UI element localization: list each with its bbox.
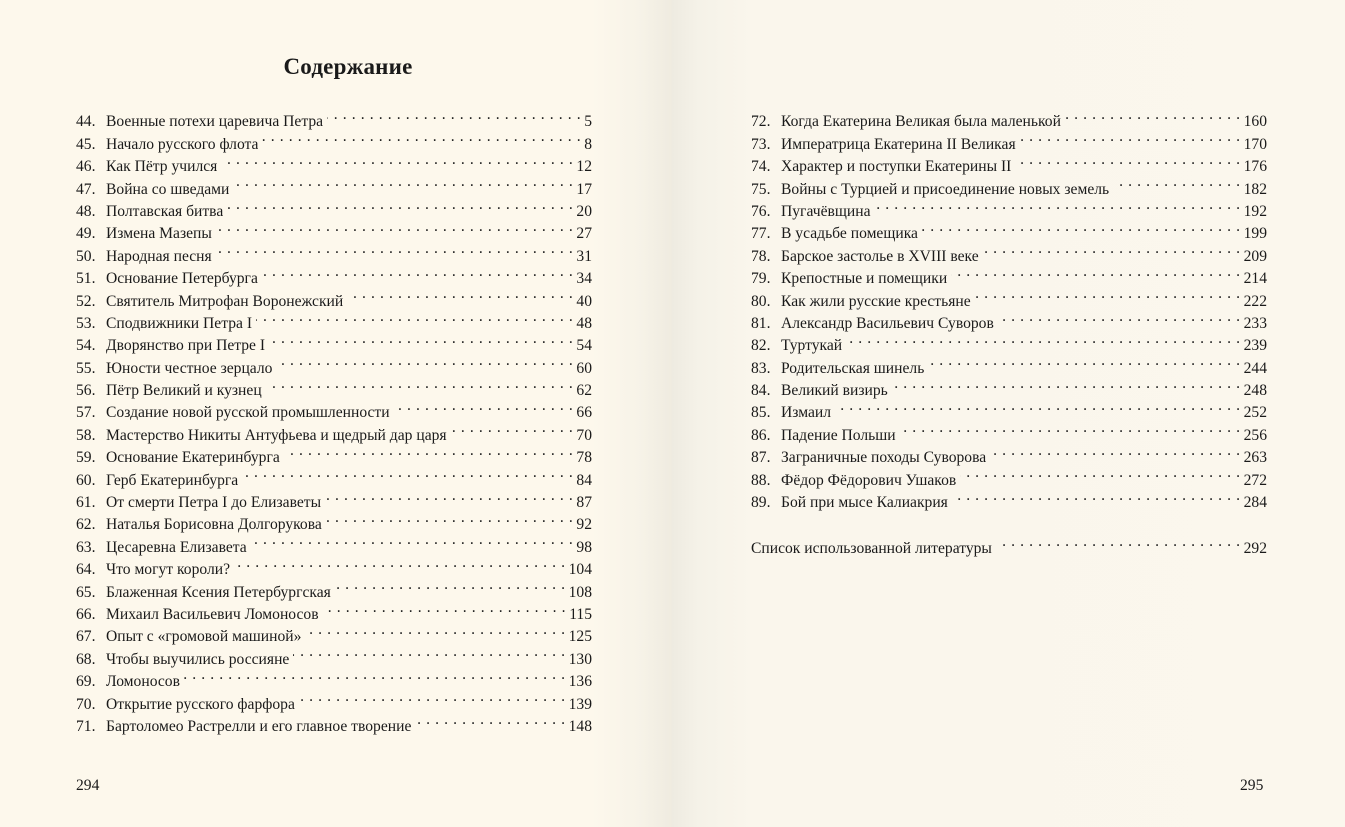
toc-entry-number: 58. <box>76 426 96 444</box>
toc-entry-number: 84. <box>751 382 771 400</box>
toc-entry-number: 72. <box>751 113 771 131</box>
toc-entry-title: Михаил Васильевич Ломоносов <box>106 605 319 623</box>
toc-entry-title: Народная песня <box>106 247 212 265</box>
dot-leader <box>975 283 1241 305</box>
dot-leader <box>233 171 573 193</box>
dot-leader <box>996 531 1241 553</box>
toc-entry-page: 256 <box>1243 426 1267 444</box>
toc-entry-page: 233 <box>1243 314 1267 332</box>
dot-leader <box>262 126 581 148</box>
toc-entry-title: Пётр Великий и кузнец <box>106 382 262 400</box>
toc-entry-number: 46. <box>76 158 96 176</box>
dot-leader <box>251 529 574 551</box>
toc-entry-number: 52. <box>76 292 96 310</box>
toc-entry-title: В усадьбе помещика <box>781 225 918 243</box>
toc-entry-page: 48 <box>576 314 592 332</box>
dot-leader <box>415 709 565 731</box>
toc-entry-page: 84 <box>576 471 592 489</box>
page-number-right: 295 <box>1240 777 1264 794</box>
toc-entry-title: Дворянство при Петре I <box>106 337 266 355</box>
toc-entry-number: 73. <box>751 135 771 153</box>
toc-entry-title: Создание новой русской промышленности <box>106 404 390 422</box>
dot-leader <box>284 440 574 462</box>
toc-entry-title: Бартоломео Растрелли и его главное творение <box>106 717 412 735</box>
dot-leader <box>325 485 573 507</box>
toc-entry-title: Основание Петербурга <box>106 270 258 288</box>
toc-entry-title: Основание Екатеринбурга <box>106 449 280 467</box>
dot-leader <box>900 417 1241 439</box>
toc-entry-page: 170 <box>1243 135 1267 153</box>
toc-entry-page: 34 <box>576 270 592 288</box>
toc-entry-number: 57. <box>76 404 96 422</box>
toc-entry-title: Полтавская битва <box>106 202 224 220</box>
toc-entry-number: 82. <box>751 337 771 355</box>
toc-entry-number: 47. <box>76 180 96 198</box>
toc-entry-title: Фёдор Фёдорович Ушаков <box>781 471 957 489</box>
toc-entry-title: Туртукай <box>781 337 843 355</box>
dot-leader <box>875 194 1241 216</box>
dot-leader <box>299 686 566 708</box>
toc-entry-title: Начало русского флота <box>106 135 259 153</box>
dot-leader <box>990 440 1240 462</box>
toc-entry-title: Великий визирь <box>781 382 888 400</box>
toc-entry-page: 248 <box>1243 382 1267 400</box>
toc-entry-page: 148 <box>568 717 592 735</box>
toc-entry-page: 20 <box>576 202 592 220</box>
toc-entry-title: Пугачёвщина <box>781 202 871 220</box>
dot-leader <box>335 574 566 596</box>
dot-leader <box>983 238 1241 260</box>
toc-entry-number: 80. <box>751 292 771 310</box>
dot-leader <box>242 462 573 484</box>
dot-leader <box>998 306 1241 328</box>
dot-leader <box>227 194 573 216</box>
toc-entry-title: Барское застолье в XVIII веке <box>781 247 979 265</box>
toc-entry-title: Юности честное зерцало <box>106 359 273 377</box>
toc-entry-number: 77. <box>751 225 771 243</box>
toc-entry-page: 17 <box>576 180 592 198</box>
toc-entry-title: Сподвижники Петра I <box>106 314 253 332</box>
toc-entry-number: 59. <box>76 449 96 467</box>
toc-entry-title: Список использованной литературы <box>751 540 992 558</box>
dot-leader <box>1113 171 1240 193</box>
toc-entry-title: Как жили русские крестьяне <box>781 292 971 310</box>
toc-entry-number: 68. <box>76 650 96 668</box>
toc-entry-page: 87 <box>576 494 592 512</box>
toc-entry-title: Цесаревна Елизавета <box>106 538 247 556</box>
dot-leader <box>327 104 581 126</box>
dot-leader <box>394 395 574 417</box>
dot-leader <box>326 507 574 529</box>
dot-leader <box>1020 126 1241 148</box>
toc-entry-page: 115 <box>569 605 592 623</box>
toc-entry-title: Войны с Турцией и присоединение новых земель <box>781 180 1110 198</box>
toc-entry-title: Заграничные походы Суворова <box>781 449 987 467</box>
toc-entry-page: 209 <box>1243 247 1267 265</box>
toc-entry-number: 51. <box>76 270 96 288</box>
dot-leader <box>347 283 573 305</box>
dot-leader <box>276 350 573 372</box>
toc-entry-title: Открытие русского фарфора <box>106 695 295 713</box>
toc-entry-page: 54 <box>576 337 592 355</box>
toc-entry-title: Как Пётр учился <box>106 158 218 176</box>
toc-entry-page: 139 <box>568 695 592 713</box>
toc-entry-number: 86. <box>751 426 771 444</box>
dot-leader <box>928 350 1240 372</box>
toc-entry-title: Родительская шинель <box>781 359 925 377</box>
toc-entry-page: 284 <box>1243 494 1267 512</box>
toc-entry-number: 75. <box>751 180 771 198</box>
toc-entry-number: 69. <box>76 673 96 691</box>
dot-leader <box>216 216 574 238</box>
toc-entry-page: 182 <box>1243 180 1267 198</box>
toc-entry-number: 83. <box>751 359 771 377</box>
toc-entry-page: 252 <box>1243 404 1267 422</box>
toc-list-right <box>751 104 1267 512</box>
dot-leader <box>221 149 573 171</box>
dot-leader <box>846 328 1240 350</box>
toc-entry-title: Императрица Екатерина II Великая <box>781 135 1016 153</box>
toc-entry-number: 70. <box>76 695 96 713</box>
dot-leader <box>216 238 574 260</box>
toc-entry-page: 40 <box>576 292 592 310</box>
toc-entry-number: 56. <box>76 382 96 400</box>
toc-entry-number: 54. <box>76 337 96 355</box>
dot-leader <box>269 328 573 350</box>
toc-entry-page: 92 <box>576 516 592 534</box>
dot-leader <box>892 373 1241 395</box>
toc-entry-number: 79. <box>751 270 771 288</box>
toc-entry-page: 199 <box>1243 225 1267 243</box>
toc-entry-page: 292 <box>1243 540 1267 558</box>
toc-entry-title: Бой при мысе Калиакрия <box>781 494 948 512</box>
dot-leader <box>951 261 1240 283</box>
toc-entry-page: 272 <box>1243 471 1267 489</box>
toc-entry-page: 31 <box>576 247 592 265</box>
toc-entry-title: Что могут короли? <box>106 561 231 579</box>
toc-entry-number: 81. <box>751 314 771 332</box>
toc-entry-page: 12 <box>576 158 592 176</box>
toc-entry-page: 239 <box>1243 337 1267 355</box>
toc-entry-title: Святитель Митрофан Воронежский <box>106 292 344 310</box>
dot-leader <box>234 552 566 574</box>
toc-entry-title: Герб Екатеринбурга <box>106 471 239 489</box>
toc-entry-title: Мастерство Никиты Антуфьева и щедрый дар царя <box>106 426 447 444</box>
dot-leader <box>305 619 565 641</box>
toc-entry-page: 98 <box>576 538 592 556</box>
toc-entry[interactable] <box>751 104 1267 131</box>
toc-entry-title: Война со шведами <box>106 180 230 198</box>
toc-entry-title: Блаженная Ксения Петербургская <box>106 583 331 601</box>
toc-entry-page: 125 <box>568 628 592 646</box>
toc-entry-title: Военные потехи царевича Петра <box>106 113 324 131</box>
toc-entry-number: 74. <box>751 158 771 176</box>
toc-entry-title: Измена Мазепы <box>106 225 212 243</box>
toc-entry-page: 104 <box>568 561 592 579</box>
toc-entry-title: Когда Екатерина Великая была маленькой <box>781 113 1061 131</box>
dot-leader <box>451 417 574 439</box>
toc-entry-number: 87. <box>751 449 771 467</box>
toc-entry-page: 60 <box>576 359 592 377</box>
toc-entry-number: 50. <box>76 247 96 265</box>
toc-entry-page: 70 <box>576 426 592 444</box>
dot-leader <box>256 306 573 328</box>
toc-entry[interactable] <box>76 104 592 131</box>
dot-leader <box>184 664 566 686</box>
toc-entry-page: 192 <box>1243 202 1267 220</box>
toc-entry-page: 5 <box>584 113 592 131</box>
toc-entry-number: 88. <box>751 471 771 489</box>
toc-entry-title: Характер и поступки Екатерины II <box>781 158 1012 176</box>
toc-entry-number: 78. <box>751 247 771 265</box>
dot-leader <box>323 597 567 619</box>
toc-entry-bibliography[interactable] <box>751 531 1267 558</box>
toc-entry-page: 222 <box>1243 292 1267 310</box>
page-number-left: 294 <box>76 777 100 794</box>
toc-entry-number: 71. <box>76 717 96 735</box>
toc-entry-number: 89. <box>751 494 771 512</box>
toc-entry-title: Опыт с «громовой машиной» <box>106 628 302 646</box>
toc-entry-page: 263 <box>1243 449 1267 467</box>
toc-entry-number: 66. <box>76 605 96 623</box>
left-page <box>0 0 672 827</box>
toc-entry-number: 65. <box>76 583 96 601</box>
toc-entry-number: 53. <box>76 314 96 332</box>
toc-entry-title: Наталья Борисовна Долгорукова <box>106 516 322 534</box>
toc-entry-number: 48. <box>76 202 96 220</box>
toc-entry-title: Ломоносов <box>106 673 180 691</box>
page-title: Содержание <box>283 54 413 79</box>
toc-entry-page: 108 <box>568 583 592 601</box>
toc-entry-number: 55. <box>76 359 96 377</box>
toc-entry-number: 44. <box>76 113 96 131</box>
toc-entry-page: 136 <box>568 673 592 691</box>
toc-entry-number: 63. <box>76 538 96 556</box>
dot-leader <box>1015 149 1240 171</box>
dot-leader <box>293 641 565 663</box>
toc-entry-page: 8 <box>584 135 592 153</box>
dot-leader <box>835 395 1241 417</box>
toc-entry-page: 27 <box>576 225 592 243</box>
toc-entry-number: 67. <box>76 628 96 646</box>
toc-entry-number: 45. <box>76 135 96 153</box>
dot-leader <box>922 216 1241 238</box>
toc-entry-number: 60. <box>76 471 96 489</box>
toc-entry-number: 64. <box>76 561 96 579</box>
toc-entry-title: Измаил <box>781 404 832 422</box>
toc-entry-title: Чтобы выучились россияне <box>106 650 290 668</box>
toc-list-left <box>76 104 592 735</box>
dot-leader <box>952 485 1241 507</box>
toc-entry-page: 62 <box>576 382 592 400</box>
toc-entry-number: 85. <box>751 404 771 422</box>
toc-entry-title: Александр Васильевич Суворов <box>781 314 994 332</box>
toc-entry-number: 49. <box>76 225 96 243</box>
toc-entry-page: 244 <box>1243 359 1267 377</box>
toc-entry-page: 160 <box>1243 113 1267 131</box>
toc-entry-number: 61. <box>76 494 96 512</box>
toc-entry-page: 78 <box>576 449 592 467</box>
toc-entry-page: 214 <box>1243 270 1267 288</box>
dot-leader <box>1065 104 1241 126</box>
toc-entry-number: 76. <box>751 202 771 220</box>
toc-entry-title: Крепостные и помещики <box>781 270 948 288</box>
dot-leader <box>960 462 1240 484</box>
dot-leader <box>266 373 574 395</box>
toc-entry-title: Падение Польши <box>781 426 896 444</box>
toc-entry-number: 62. <box>76 516 96 534</box>
toc-entry-page: 176 <box>1243 158 1267 176</box>
toc-entry-page: 66 <box>576 404 592 422</box>
toc-entry-title: От смерти Петра I до Елизаветы <box>106 494 322 512</box>
toc-entry-page: 130 <box>568 650 592 668</box>
dot-leader <box>262 261 574 283</box>
